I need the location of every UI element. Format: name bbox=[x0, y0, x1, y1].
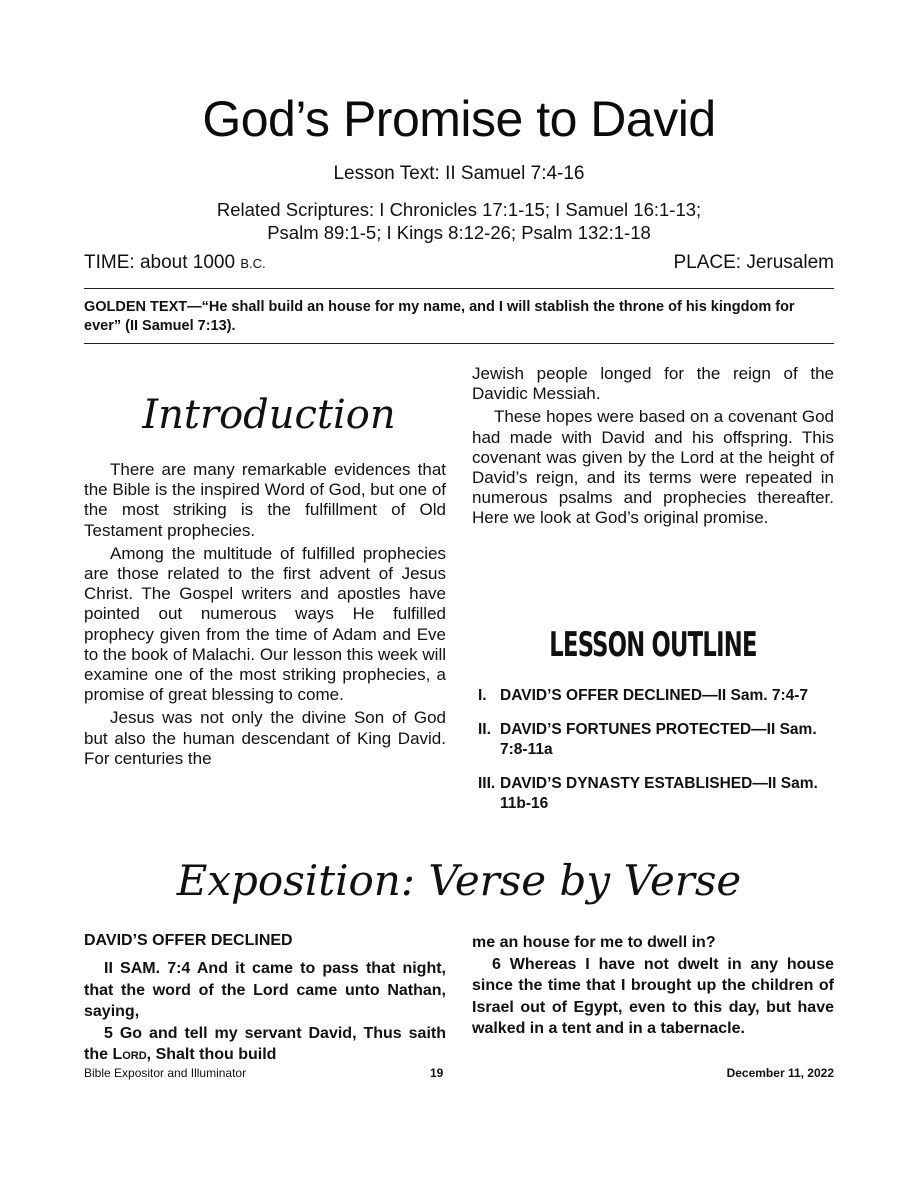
intro-paragraph-3: Jesus was not only the divine Son of God but also the human descendant of King David. For centuries the bbox=[84, 708, 446, 768]
introduction-right-column bbox=[472, 364, 834, 532]
verse-4: II SAM. 7:4 And it came to pass that night, that the word of the Lord came unto Nathan, saying, bbox=[84, 960, 446, 1020]
verse-5-start: 5 Go and tell my servant David, Thus saith the bbox=[84, 1024, 446, 1063]
outline-item bbox=[478, 686, 834, 706]
verse-5-continued: me an house for me to dwell in? bbox=[472, 934, 716, 951]
lesson-outline bbox=[478, 686, 834, 828]
time-era: B.C. bbox=[240, 256, 266, 271]
outline-item bbox=[478, 720, 834, 760]
outline-item bbox=[478, 774, 834, 814]
exposition-heading: Exposition: Verse by Verse bbox=[176, 856, 742, 905]
related-line-1: Related Scriptures: I Chronicles 17:1-15; I Samuel 16:1-13; bbox=[216, 199, 702, 220]
footer-page-number: 19 bbox=[430, 1066, 444, 1080]
time-label: TIME: about 1000 bbox=[84, 252, 236, 273]
outline-number: I. bbox=[478, 687, 487, 704]
verse-5-end: , Shalt thou build bbox=[146, 1046, 277, 1063]
divider-bottom bbox=[84, 343, 834, 344]
introduction-heading: Introduction bbox=[142, 392, 396, 438]
intro-paragraph-2: Among the multitude of fulfilled prophecies are those related to the first advent of Jesus Christ. The Gospel writers and apostles have pointed out numerous ways He fulfilled prophecy given from the time of Adam and Eve to the book of Malachi. Our lesson this week will examine one of the most striking prophecies, a promise of great blessing to come. bbox=[84, 543, 446, 705]
outline-text: DAVID’S FORTUNES PROTECTED—II Sam. 7:8-11a bbox=[500, 721, 817, 758]
intro-paragraph-1: There are many remarkable evidences that the Bible is the inspired Word of God, but one of the most striking is the fulfillment of Old Testament prophecies. bbox=[84, 460, 446, 540]
outline-number: II. bbox=[478, 721, 491, 738]
page-title: God’s Promise to David bbox=[202, 91, 716, 147]
section-heading: DAVID’S OFFER DECLINED bbox=[84, 932, 293, 949]
verse-right-column bbox=[472, 932, 834, 1040]
lesson-time bbox=[84, 252, 266, 274]
related-scriptures bbox=[84, 198, 834, 244]
lesson-text: Lesson Text: II Samuel 7:4-16 bbox=[333, 163, 585, 184]
outline-number: III. bbox=[478, 775, 496, 792]
footer-date: December 11, 2022 bbox=[726, 1066, 834, 1080]
verse-6: 6 Whereas I have not dwelt in any house since the time that I brought up the children of Israel out of Egypt, even to this day, but have walked in a tent and in a tabernacle. bbox=[472, 955, 834, 1037]
verse-left-column bbox=[84, 958, 446, 1066]
verse-5 bbox=[84, 1023, 446, 1066]
lord-small-caps: Lord bbox=[112, 1046, 147, 1063]
outline-text: DAVID’S DYNASTY ESTABLISHED—II Sam. 11b-16 bbox=[500, 775, 818, 812]
footer-publication: Bible Expositor and Illuminator bbox=[84, 1066, 247, 1080]
lesson-outline-heading: LESSON OUTLINE bbox=[549, 625, 757, 665]
divider-top bbox=[84, 288, 834, 289]
intro-paragraph-5: These hopes were based on a covenant God had made with David and his offspring. This covenant was given by the Lord at the height of David’s reign, and its terms were repeated in numerous psalms and prophecies thereafter. Here we look at God’s original promise. bbox=[472, 407, 834, 528]
golden-text: GOLDEN TEXT—“He shall build an house for my name, and I will stablish the throne of his kingdom for ever” (II Samuel 7:13). bbox=[84, 299, 795, 334]
introduction-left-column bbox=[84, 460, 446, 772]
outline-text: DAVID’S OFFER DECLINED—II Sam. 7:4-7 bbox=[500, 687, 809, 704]
related-line-2: Psalm 89:1-5; I Kings 8:12-26; Psalm 132:1-18 bbox=[267, 222, 651, 243]
intro-paragraph-4: Jewish people longed for the reign of the Davidic Messiah. bbox=[472, 364, 834, 404]
lesson-place: PLACE: Jerusalem bbox=[673, 252, 834, 273]
